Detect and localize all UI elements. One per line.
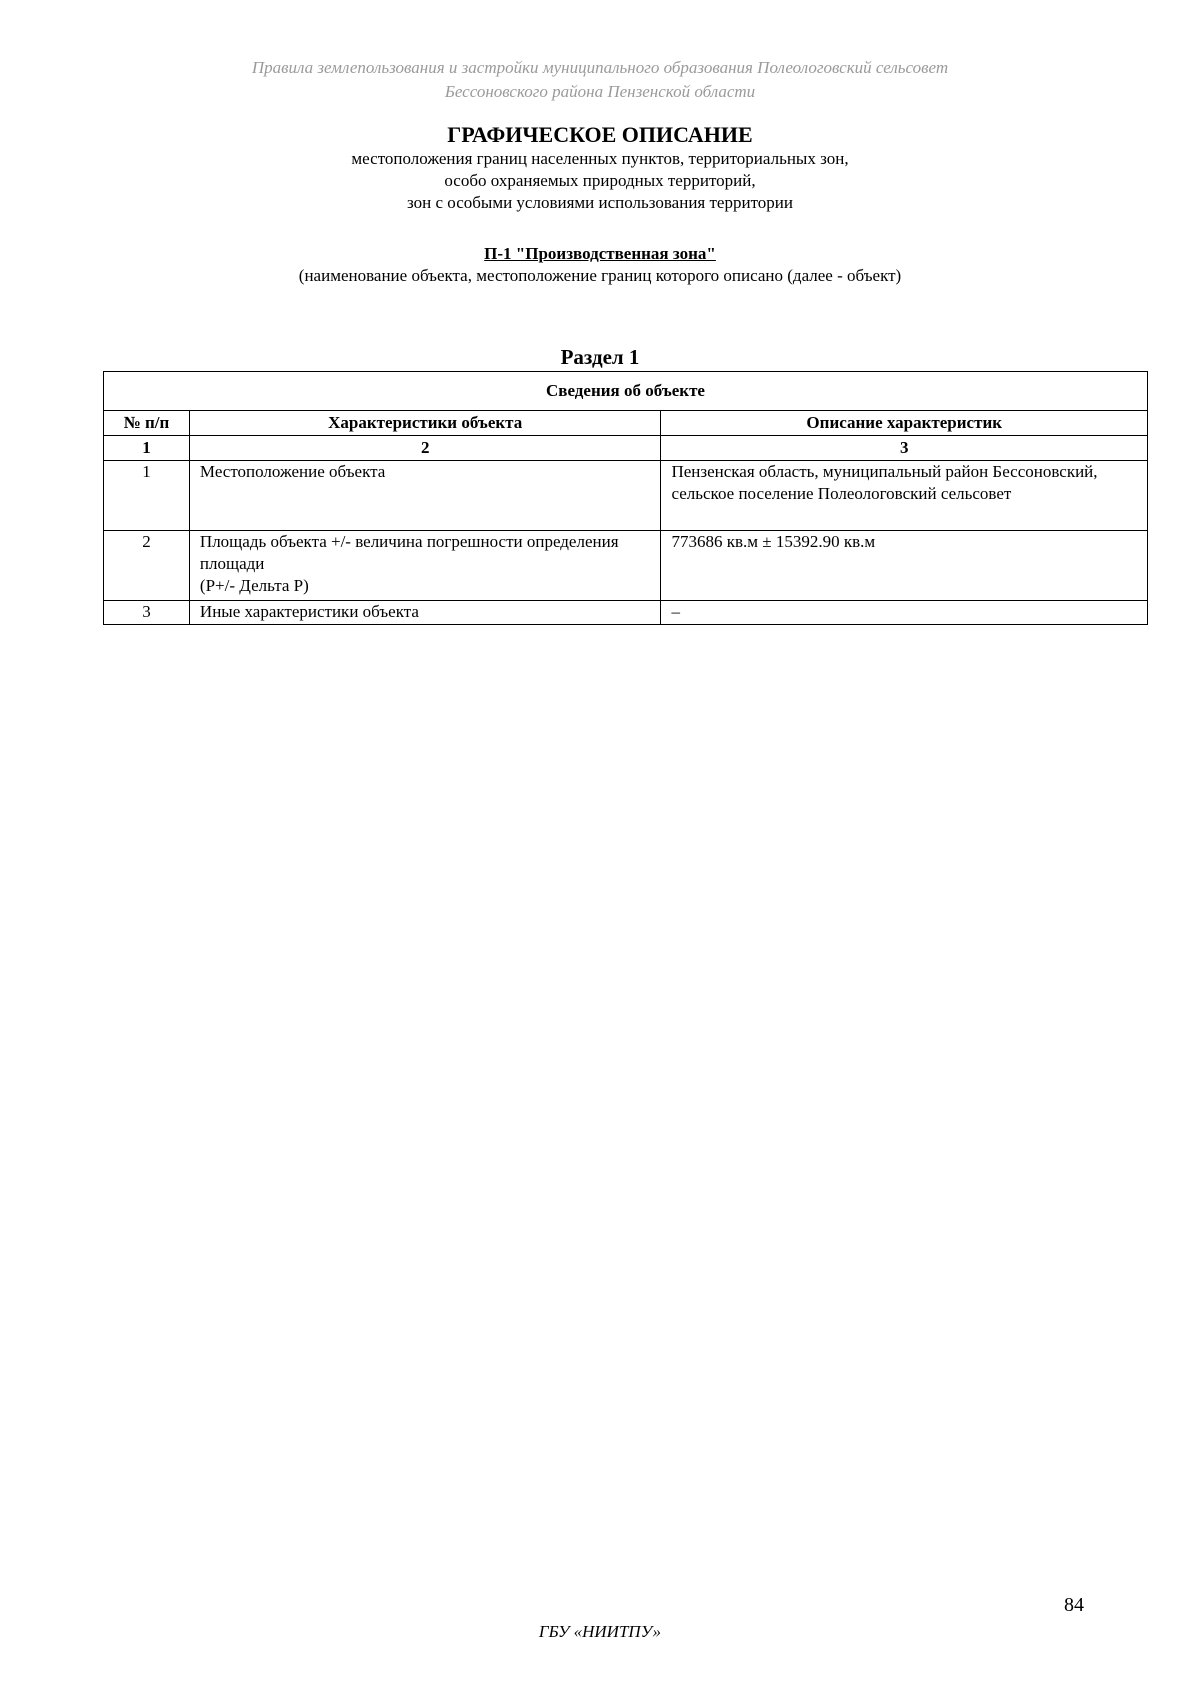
subtitle-line-3: зон с особыми условиями использования территории [407, 193, 793, 212]
row-description: – [661, 601, 1148, 625]
column-number-row [104, 436, 1148, 461]
object-name: П-1 "Производственная зона" [484, 244, 716, 263]
row-characteristic-cell [189, 531, 661, 601]
table-row [104, 461, 1148, 531]
column-number-3: 3 [661, 436, 1148, 461]
subtitle-line-1: местоположения границ населенных пунктов, территориальных зон, [351, 149, 849, 168]
column-header-number: № п/п [104, 411, 190, 436]
running-header-line-1: Правила землепользования и застройки муниципального образования Полеологовский сельсовет [251, 58, 949, 77]
row-number: 3 [104, 601, 190, 625]
column-header-characteristic: Характеристики объекта [189, 411, 661, 436]
row-number: 1 [104, 461, 190, 531]
column-number-1: 1 [104, 436, 190, 461]
table-caption-row [104, 372, 1148, 411]
object-info-table [103, 371, 1148, 625]
row-number: 2 [104, 531, 190, 601]
footer-organization: ГБУ «НИИТПУ» [538, 1622, 662, 1641]
row-description: 773686 кв.м ± 15392.90 кв.м [661, 531, 1148, 601]
object-name-block [0, 243, 1200, 265]
subtitle-line-2: особо охраняемых природных территорий, [444, 171, 756, 190]
running-header-line-2: Бессоновского района Пензенской области [444, 82, 756, 101]
page-number: 84 [1064, 1594, 1084, 1616]
column-number-2: 2 [189, 436, 661, 461]
table-header-row [104, 411, 1148, 436]
section-title: Раздел 1 [560, 345, 640, 369]
table-caption: Сведения об объекте [104, 372, 1148, 411]
document-title: ГРАФИЧЕСКОЕ ОПИСАНИЕ [447, 122, 753, 147]
row-characteristic: Иные характеристики объекта [189, 601, 661, 625]
row-characteristic-note: (Р+/- Дельта Р) [199, 576, 309, 595]
running-header [0, 56, 1200, 104]
document-subtitle [0, 148, 1200, 214]
row-characteristic: Местоположение объекта [189, 461, 661, 531]
object-caption: (наименование объекта, местоположение границ которого описано (далее - объект) [298, 266, 902, 285]
row-characteristic: Площадь объекта +/- величина погрешности определения площади [199, 532, 619, 573]
column-header-description: Описание характеристик [661, 411, 1148, 436]
row-description: Пензенская область, муниципальный район Бессоновский, сельское поселение Полеологовский сельсовет [661, 461, 1148, 531]
table-row [104, 601, 1148, 625]
table-row [104, 531, 1148, 601]
